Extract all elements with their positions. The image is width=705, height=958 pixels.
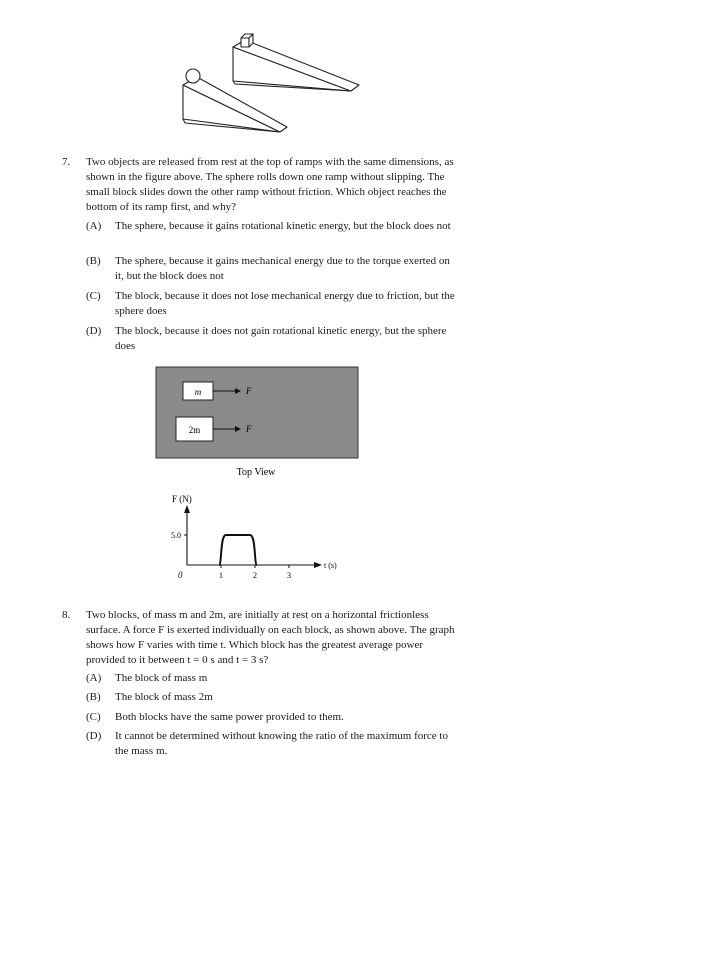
graph-x-tick-label: 3: [287, 571, 291, 580]
q8-option-d-text: It cannot be determined without knowing the ratio of the maximum force to the mass m.: [115, 730, 448, 757]
q7-option-d-text: The block, because it does not gain rotational kinetic energy, but the sphere does: [115, 325, 447, 352]
q8-option-c-letter: (C): [86, 711, 101, 723]
force-label-m: F: [246, 386, 252, 396]
q8-option-d-letter: (D): [86, 730, 102, 742]
q8-option-b-letter: (B): [86, 691, 101, 703]
graph-x-tick-label: 2: [253, 571, 257, 580]
q7-option-b-text: The sphere, because it gains mechanical energy due to the torque exerted on it, but the block does not: [115, 255, 450, 282]
q8-option-a-letter: (A): [86, 672, 102, 684]
graph-y-axis-label: F (N): [172, 494, 192, 504]
question-7-stem: Two objects are released from rest at the top of ramps with the same dimensions, as shown in the figure above. The sphere rolls down one ramp without slipping. The small block slides down the other ramp without friction. Which object reaches the bottom of its ramp first, and why?: [86, 156, 454, 213]
block-m-label: m: [194, 387, 202, 397]
q8-option-b-text: The block of mass 2m: [115, 691, 213, 703]
q7-option-a-letter: (A): [86, 220, 102, 232]
graph-x-axis-label: t (s): [324, 561, 337, 570]
top-view-caption: Top View: [236, 467, 276, 478]
small-block-icon: [241, 34, 253, 47]
q7-option-c-letter: (C): [86, 290, 101, 302]
block-2m-label: 2m: [188, 425, 201, 435]
y-axis-arrow-icon: [184, 505, 190, 513]
q8-option-c-text: Both blocks have the same power provided to them.: [115, 711, 344, 723]
q7-option-c-text: The block, because it does not lose mechanical energy due to friction, but the sphere does: [115, 290, 455, 317]
question-7-number: 7.: [62, 156, 71, 168]
q7-option-a-text: The sphere, because it gains rotational kinetic energy, but the block does not: [115, 220, 451, 232]
question-8-number: 8.: [62, 609, 71, 621]
q7-option-d-letter: (D): [86, 325, 102, 337]
top-view-figure: [155, 366, 360, 481]
force-label-2m: F: [246, 424, 252, 434]
sphere-icon: [186, 69, 200, 83]
graph-x-tick-label: 1: [219, 571, 223, 580]
ramps-figure: [175, 28, 375, 140]
force-pulse-curve: [219, 535, 257, 565]
graph-y-tick-label: 5.0: [171, 531, 181, 540]
frictionless-surface: [156, 367, 358, 458]
force-time-graph: [160, 490, 360, 590]
x-axis-arrow-icon: [314, 562, 322, 568]
question-8-stem: Two blocks, of mass m and 2m, are initially at rest on a horizontal frictionless surface. A force F is exerted individually on each block, as shown above. The graph shows how F varies with time t. Which block has the greatest average power provided to it between t = 0 s and t = 3 s?: [86, 609, 455, 666]
q8-option-a-text: The block of mass m: [115, 672, 208, 684]
q7-option-b-letter: (B): [86, 255, 101, 267]
graph-origin-label: 0: [178, 570, 183, 580]
